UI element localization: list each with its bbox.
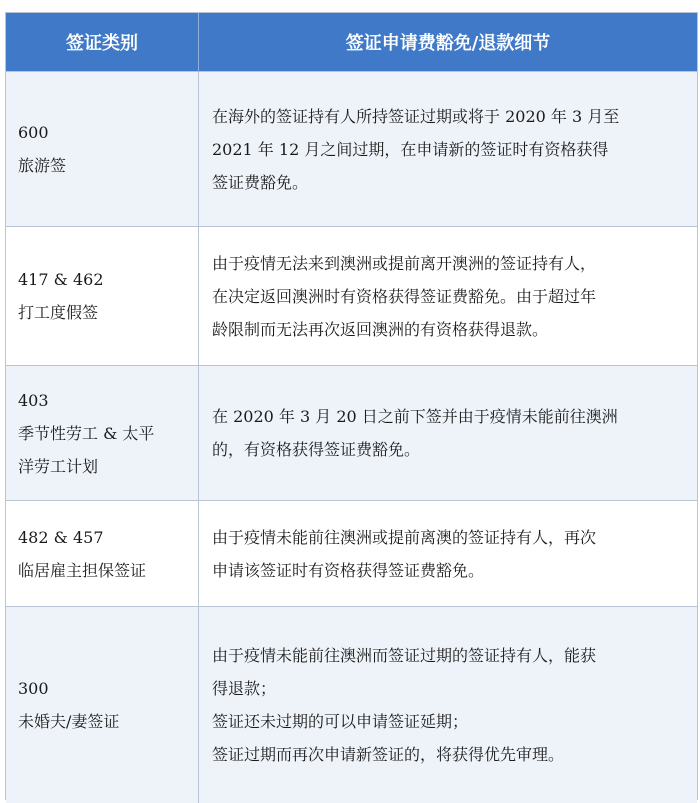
detail-line: 在决定返回澳洲时有资格获得签证费豁免。由于超过年	[212, 286, 597, 306]
detail-line: 2021 年 12 月之间过期，在申请新的签证时有资格获得	[212, 139, 609, 159]
visa-code: 403	[18, 390, 49, 410]
visa-category-cell	[6, 227, 199, 366]
detail-line: 签证费豁免。	[212, 172, 309, 192]
detail-line: 由于疫情未能前往澳洲而签证过期的签证持有人，能获	[212, 645, 597, 665]
visa-name: 洋劳工计划	[18, 456, 99, 476]
table	[6, 13, 697, 803]
visa-code: 600	[18, 123, 49, 142]
visa-name: 旅游签	[18, 156, 67, 175]
detail-cell	[199, 72, 698, 227]
visa-category-cell	[6, 607, 199, 803]
detail-line: 在 2020 年 3 月 20 日之前下签并由于疫情未能前往澳洲	[212, 407, 618, 426]
visa-code: 417 & 462	[18, 270, 104, 289]
visa-category-cell	[6, 501, 199, 607]
header-visa-category: 签证类别	[6, 13, 199, 72]
table-header-row	[6, 13, 697, 72]
detail-line: 签证过期而再次申请新签证的，将获得优先审理。	[212, 744, 565, 764]
visa-category-cell	[6, 366, 199, 501]
table-row	[6, 607, 697, 803]
detail-line: 由于疫情无法来到澳洲或提前离开澳洲的签证持有人，	[212, 253, 597, 273]
visa-fee-table	[5, 12, 698, 800]
header-fee-details: 签证申请费豁免/退款细节	[199, 13, 698, 72]
table-row	[6, 501, 697, 607]
detail-cell	[199, 227, 698, 366]
detail-line: 的，有资格获得签证费豁免。	[212, 440, 421, 459]
visa-name: 打工度假签	[18, 303, 99, 322]
visa-name: 临居雇主担保签证	[18, 560, 147, 580]
visa-code: 300	[18, 678, 49, 698]
detail-cell	[199, 501, 698, 607]
visa-name: 季节性劳工 & 太平	[18, 423, 155, 443]
detail-line: 由于疫情未能前往澳洲或提前离澳的签证持有人，再次	[212, 527, 597, 547]
table-row	[6, 227, 697, 366]
detail-line: 得退款；	[212, 678, 277, 698]
visa-name: 未婚夫/妻签证	[18, 711, 120, 731]
detail-line: 龄限制而无法再次返回澳洲的有资格获得退款。	[212, 319, 549, 339]
detail-line: 签证还未过期的可以申请签证延期；	[212, 711, 469, 731]
detail-cell	[199, 607, 698, 803]
detail-line: 申请该签证时有资格获得签证费豁免。	[212, 560, 485, 580]
table-row	[6, 366, 697, 501]
detail-line: 在海外的签证持有人所持签证过期或将于 2020 年 3 月至	[212, 106, 620, 126]
table-row	[6, 72, 697, 227]
detail-cell	[199, 366, 698, 501]
visa-code: 482 & 457	[18, 527, 104, 547]
visa-category-cell	[6, 72, 199, 227]
